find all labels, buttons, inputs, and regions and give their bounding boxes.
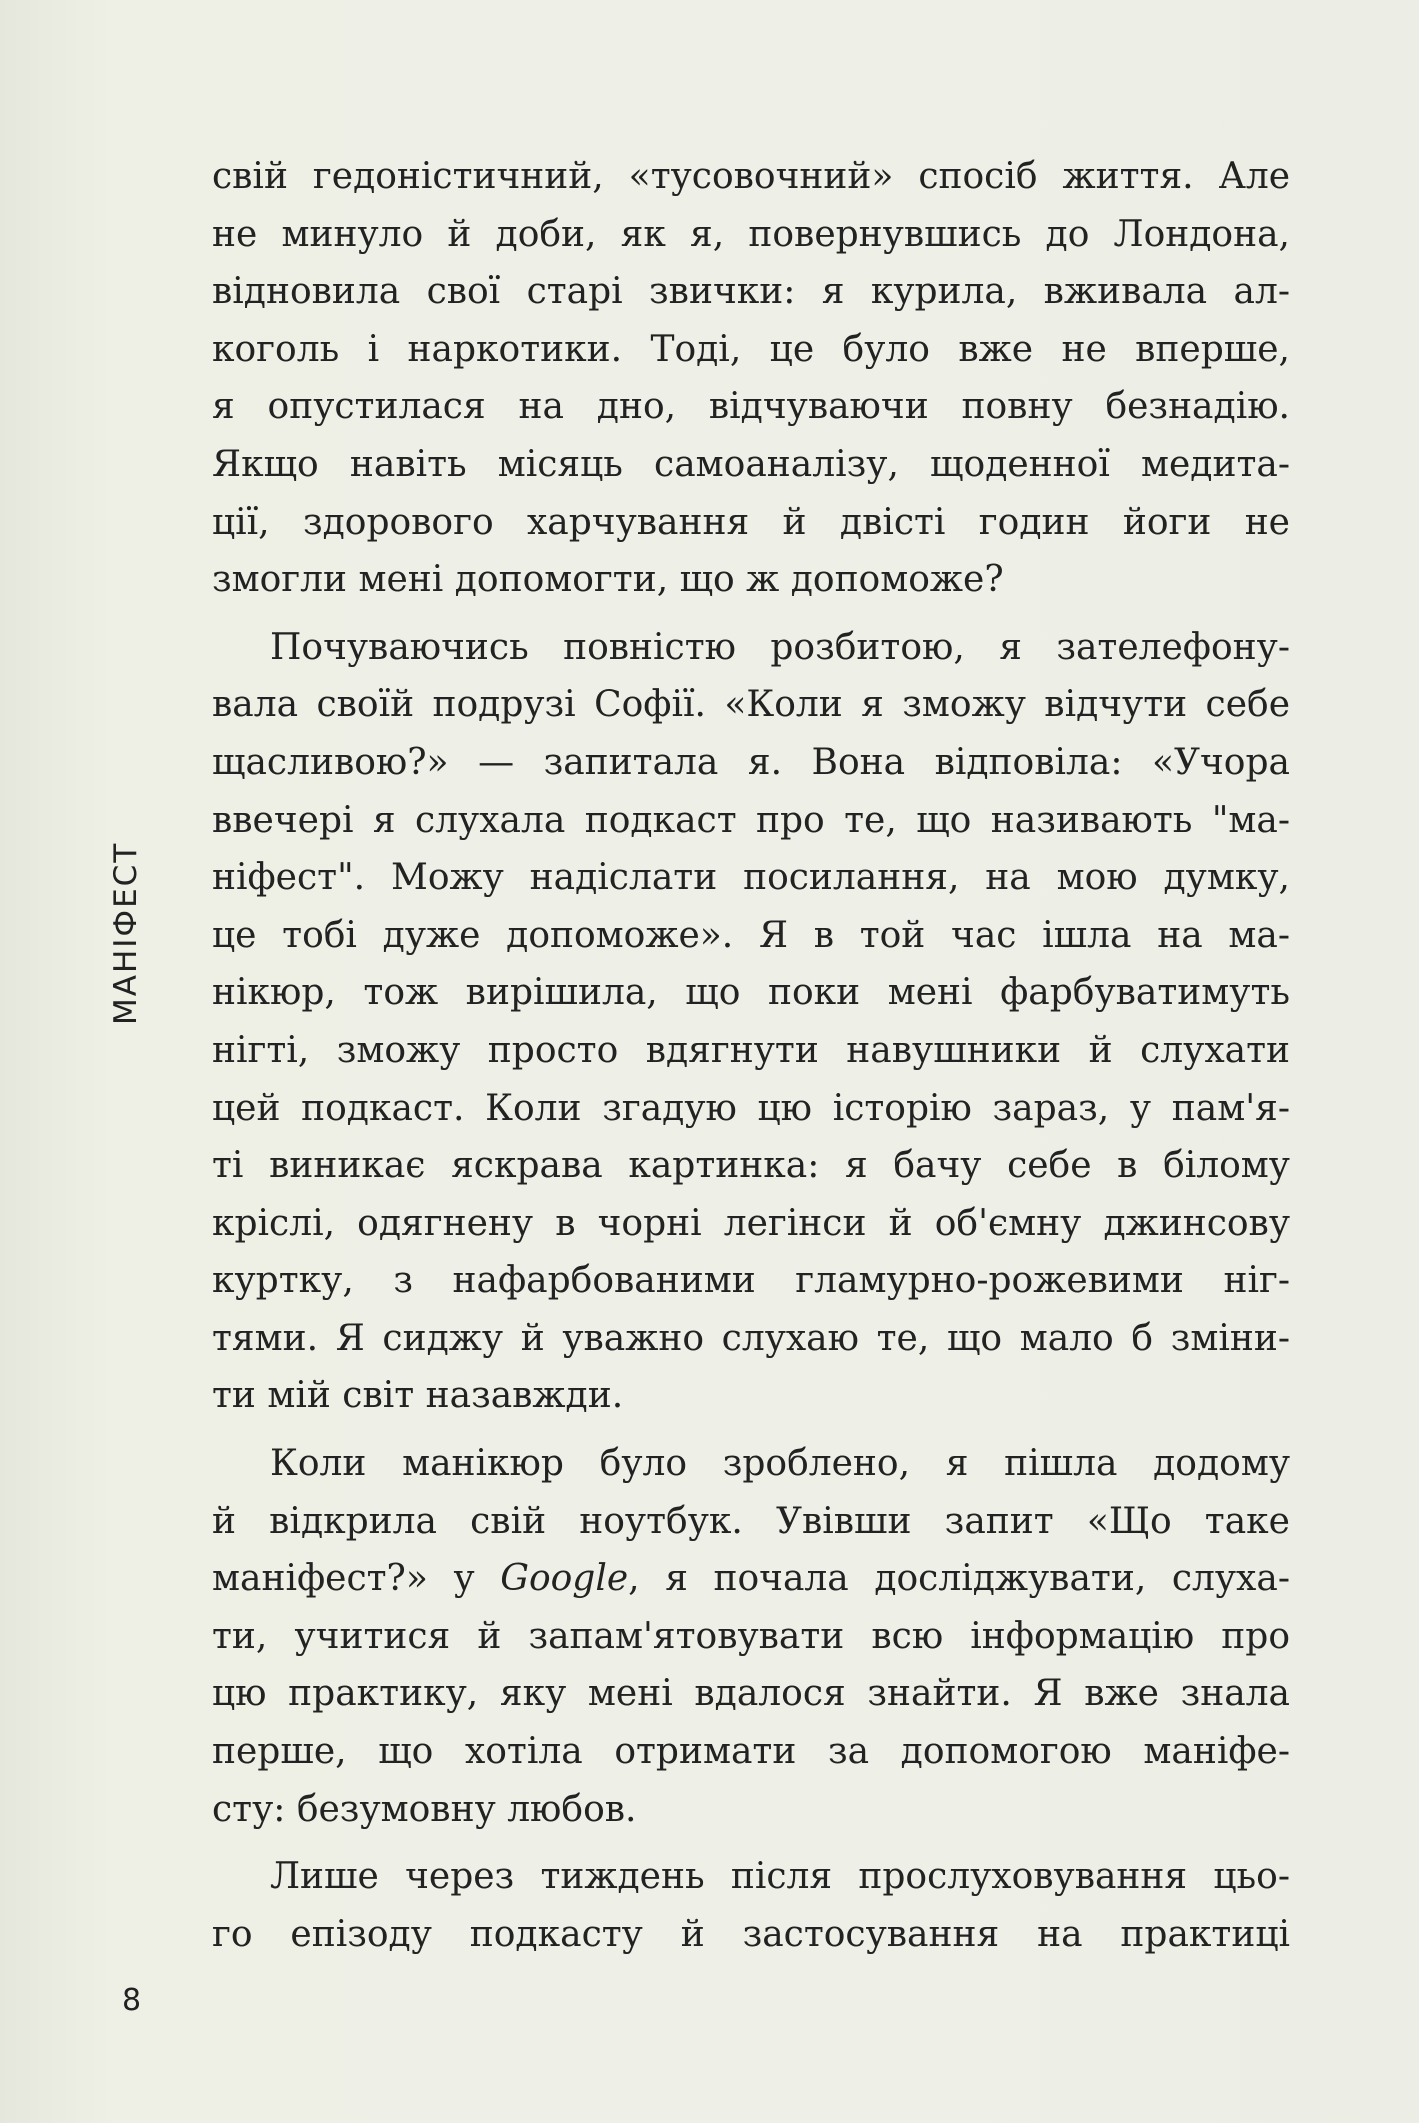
text-line: ввечері я слухала подкаст про те, що називають "ма- [212, 799, 1290, 841]
text-line: нікюр, тож вирішила, що поки мені фарбуватимуть [212, 972, 1290, 1014]
text-line: вала своїй подрузі Софії. «Коли я зможу відчути себе [212, 684, 1290, 726]
text-line: відновила свої старі звички: я курила, вживала ал- [212, 271, 1290, 313]
text-line: кріслі, одягнену в чорні легінси й об'ємну джинсову [212, 1202, 1290, 1244]
text-line: щасливою?» — запитала я. Вона відповіла: «Учора [212, 741, 1290, 783]
text-line: я опустилася на дно, відчуваючи повну безнадію. [212, 386, 1290, 428]
page-number: 8 [122, 1983, 142, 2018]
text-line: це тобі дуже допоможе». Я в той час ішла на ма- [212, 914, 1290, 956]
text-line: Лише через тиждень після прослуховування цьо- [270, 1856, 1290, 1898]
text-line: нігті, зможу просто вдягнути навушники й слухати [212, 1029, 1290, 1071]
text-line: тями. Я сиджу й уважно слухаю те, що мало б зміни- [212, 1317, 1290, 1359]
body-text [212, 148, 1290, 1963]
italic-google: Google [500, 1558, 629, 1600]
text-line-with-italic: маніфест?» у Google, я почала досліджувати, слуха- [212, 1558, 1290, 1600]
text-line: не минуло й доби, як я, повернувшись до Лондона, [212, 213, 1290, 255]
text-line: Почуваючись повністю розбитою, я зателефону- [270, 626, 1290, 668]
text-line: коголь і наркотики. Тоді, це було вже не вперше, [212, 328, 1290, 370]
text-line: перше, що хотіла отримати за допомогою маніфе- [212, 1731, 1290, 1773]
text-line: го епізоду подкасту й застосування на практиці [212, 1913, 1290, 1955]
text-line: Якщо навіть місяць самоаналізу, щоденної медита- [212, 443, 1290, 485]
text-line: Коли манікюр було зроблено, я пішла додому [270, 1443, 1290, 1485]
running-head: МАНІФЕСТ [108, 841, 144, 1025]
text-line: й відкрила свій ноутбук. Увівши запит «Що таке [212, 1500, 1290, 1542]
text-line: ніфест". Можу надіслати посилання, на мою думку, [212, 857, 1290, 899]
text-line: ції, здорового харчування й двісті годин йоги не [212, 501, 1290, 543]
text-line: змогли мені допомогти, що ж допоможе? [212, 559, 1004, 601]
text-line: свій гедоністичний, «тусовочний» спосіб життя. Але [212, 156, 1290, 197]
text-line: цю практику, яку мені вдалося знайти. Я вже знала [212, 1673, 1290, 1715]
text-line: ти, учитися й запам'ятовувати всю інформацію про [212, 1615, 1290, 1657]
text-line: сту: безумовну любов. [212, 1788, 637, 1830]
text-line: куртку, з нафарбованими гламурно-рожевими ніг- [212, 1260, 1290, 1302]
text-line: цей подкаст. Коли згадую цю історію зараз, у пам'я- [212, 1087, 1290, 1129]
text-line: ти мій світ назавжди. [212, 1375, 624, 1417]
text-line: ті виникає яскрава картинка: я бачу себе в білому [212, 1145, 1290, 1187]
